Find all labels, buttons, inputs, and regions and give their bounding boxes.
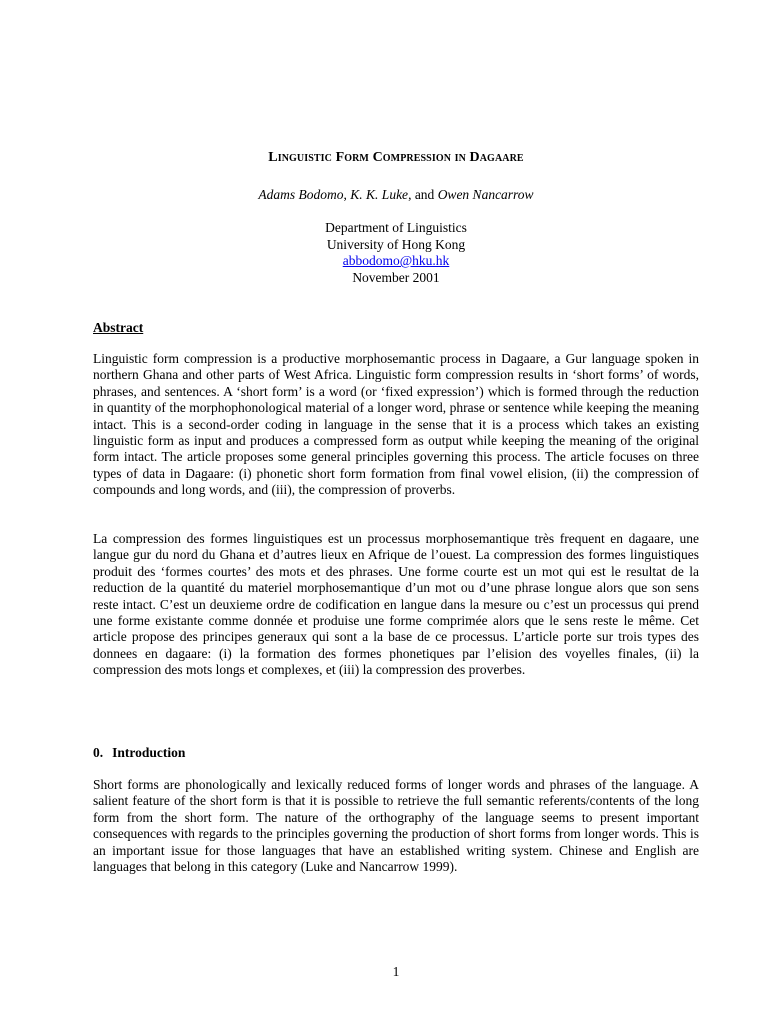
introduction-paragraph: Short forms are phonologically and lexically reduced forms of longer words and phrases of the language. A salient feature of the short form is that it is possible to retrieve the full semantic referents/contents of the long form from the short form. The nature of the orthography of the language seems to present important consequences with regards to the principles governing the production of short forms from longer words. This is an important issue for those languages that have an established writing system. Chinese and English are languages that belong in this category (Luke and Nancarrow 1999). [93, 777, 699, 875]
email-link[interactable]: abbodomo@hku.hk [342, 253, 450, 268]
author-name: Adams Bodomo [258, 187, 344, 202]
affiliation-block [93, 220, 699, 286]
author-separator: , [343, 187, 351, 202]
page-number: 1 [392, 964, 400, 979]
abstract-french-paragraph: La compression des formes linguistiques est un processus morphosemantique très frequent en dagaare, une langue gur du nord du Ghana et d’autres lieux en Afrique de l’ouest. La compression des formes linguistiques produit des ‘formes courtes’ des mots et des phrases. Une forme courte est un mot qui est le resultat de la reduction de la quantité du materiel morphosemantique d’un mot ou d’une phrase longue alors que son sens reste intact. C’est un deuxieme ordre de codification en langue dans la mesure ou c’est un processus qui prend une forme existante comme donnée et produise une forme comprimée alors que le sens reste le même. Cet article propose des principes generaux qui sont a la base de ce processus. L’article porte sur trois types des donnees en dagaare: (i) la formation des formes phonetiques par l’elision des voyelles finales, (ii) la compression des mots longs et complexes, et (iii) la compression des proverbes. [93, 531, 699, 678]
paper-page [93, 0, 699, 1024]
paper-title: Linguistic Form Compression in Dagaare [268, 150, 524, 165]
abstract-english-paragraph: Linguistic form compression is a productive morphosemantic process in Dagaare, a Gur language spoken in northern Ghana and other parts of West Africa. Linguistic form compression results in ‘short forms’ of words, phrases, and sentences. A ‘short form’ is a word (or ‘fixed expression’) which is formed through the reduction in quantity of the morphophonological material of a longer word, phrase or sentence while keeping the meaning intact. This is a second-order coding in language in the sense that it is a process which takes an existing linguistic form as input and produces a compressed form as output while keeping the meaning of the original form intact. The article proposes some general principles governing this process. The article focuses on three types of data in Dagaare: (i) phonetic short form formation from final vowel elision, (ii) the compression of compounds and long words, and (iii), the compression of proverbs. [93, 351, 699, 498]
author-line [93, 187, 699, 203]
university: University of Hong Kong [326, 236, 466, 252]
section-number: 0. [93, 745, 104, 760]
publication-date: November 2001 [352, 269, 440, 285]
abstract-heading: Abstract [93, 320, 144, 335]
section-title: Introduction [112, 745, 186, 760]
author-separator: , and [408, 187, 438, 202]
author-name: K. K. Luke [350, 187, 409, 202]
section-heading-introduction [93, 745, 194, 761]
department: Department of Linguistics [325, 220, 467, 235]
author-name: Owen Nancarrow [437, 187, 534, 202]
